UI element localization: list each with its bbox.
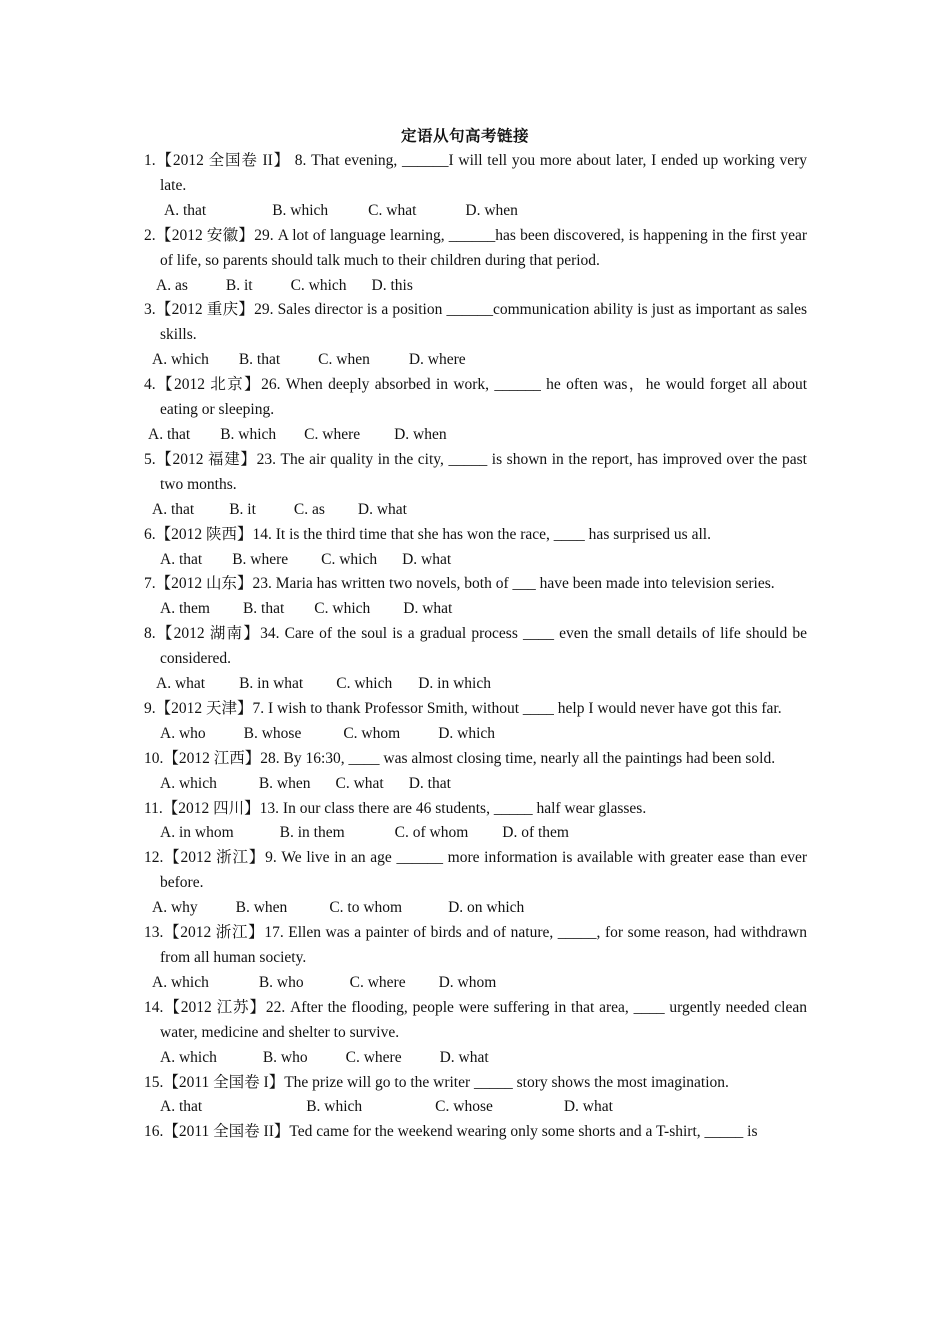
question-9 xyxy=(144,697,807,747)
option-b: B. that xyxy=(242,600,285,618)
question-stem: 5.【2012 福建】23. The air quality in the city, _____ is shown in the report, has improved over the past two months. xyxy=(144,450,807,493)
option-d: D. what xyxy=(563,1098,613,1116)
question-stem: 16.【2011 全国卷 II】Ted came for the weekend wearing only some shorts and a T-shirt, _____ is xyxy=(144,1123,758,1141)
option-a: A. which xyxy=(152,351,209,369)
option-d: D. that xyxy=(408,774,451,792)
option-d: D. what xyxy=(403,600,453,618)
question-stem: 7.【2012 山东】23. Maria has written two novels, both of ___ have been made into television series. xyxy=(144,575,775,593)
answer-options xyxy=(144,1095,807,1120)
question-stem: 12.【2012 浙江】9. We live in an age ______ more information is available with greater ease than ever before. xyxy=(144,849,807,892)
answer-options xyxy=(144,722,807,747)
question-7 xyxy=(144,572,807,622)
option-d: D. what xyxy=(402,550,452,568)
question-stem: 2.【2012 安徽】29. A lot of language learning, ______has been discovered, is happening in the first year of life, so parents should talk much to their children during that period. xyxy=(144,226,807,269)
option-b: B. who xyxy=(262,1048,308,1066)
option-b: B. in what xyxy=(239,675,304,693)
option-a: A. that xyxy=(160,550,203,568)
answer-options xyxy=(144,597,807,622)
option-c: C. what xyxy=(368,201,417,219)
question-8 xyxy=(144,622,807,697)
question-11 xyxy=(144,797,807,847)
option-a: A. as xyxy=(156,276,188,294)
question-stem: 15.【2011 全国卷 I】The prize will go to the writer _____ story shows the most imagination. xyxy=(144,1073,729,1091)
option-c: C. when xyxy=(318,351,370,369)
option-b: B. who xyxy=(258,973,304,991)
option-b: B. where xyxy=(232,550,289,568)
question-5 xyxy=(144,448,807,523)
option-d: D. when xyxy=(465,201,518,219)
option-c: C. whose xyxy=(435,1098,493,1116)
option-a: A. that xyxy=(160,1098,203,1116)
option-d: D. where xyxy=(408,351,466,369)
answer-options xyxy=(144,772,807,797)
answer-options xyxy=(144,971,807,996)
answer-options xyxy=(144,821,807,846)
option-c: C. which xyxy=(314,600,371,618)
question-stem: 6.【2012 陕西】14. It is the third time that she has won the race, ____ has surprised us all. xyxy=(144,525,711,543)
option-c: C. of whom xyxy=(394,824,469,842)
option-a: A. why xyxy=(152,899,198,917)
option-a: A. which xyxy=(160,774,217,792)
answer-options xyxy=(144,548,807,573)
question-stem: 11.【2012 四川】13. In our class there are 46 students, _____ half wear glasses. xyxy=(144,799,647,817)
question-6 xyxy=(144,523,807,573)
question-list xyxy=(144,149,807,1145)
option-c: C. which xyxy=(290,276,347,294)
option-b: B. which xyxy=(306,1098,363,1116)
question-3 xyxy=(144,298,807,373)
option-b: B. when xyxy=(235,899,288,917)
option-a: A. what xyxy=(156,675,206,693)
option-c: C. where xyxy=(304,425,361,443)
question-stem: 9.【2012 天津】7. I wish to thank Professor Smith, without ____ help I would never have got this far. xyxy=(144,699,782,717)
option-a: A. in whom xyxy=(160,824,234,842)
answer-options xyxy=(144,423,807,448)
option-b: B. which xyxy=(220,425,277,443)
question-stem: 14.【2012 江苏】22. After the flooding, people were suffering in that area, ____ urgently needed clean water, medicine and shelter to survive. xyxy=(144,998,807,1041)
option-c: C. to whom xyxy=(329,899,403,917)
answer-options xyxy=(144,274,807,299)
option-b: B. when xyxy=(258,774,311,792)
option-a: A. them xyxy=(160,600,210,618)
question-stem: 4.【2012 北京】26. When deeply absorbed in work, ______ he often was，he would forget all about eating or sleeping. xyxy=(144,376,807,419)
answer-options xyxy=(144,672,807,697)
answer-options xyxy=(144,348,807,373)
option-b: B. whose xyxy=(243,724,302,742)
option-c: C. where xyxy=(349,973,406,991)
option-b: B. that xyxy=(238,351,281,369)
option-b: B. which xyxy=(272,201,329,219)
option-c: C. as xyxy=(293,500,325,518)
option-c: C. what xyxy=(335,774,384,792)
option-a: A. that xyxy=(164,201,207,219)
option-b: B. in them xyxy=(279,824,345,842)
option-d: D. which xyxy=(438,724,496,742)
option-c: C. where xyxy=(345,1048,402,1066)
page-title: 定语从句高考链接 xyxy=(400,128,529,145)
option-d: D. of them xyxy=(502,824,569,842)
answer-options xyxy=(144,199,807,224)
question-stem: 13.【2012 浙江】17. Ellen was a painter of birds and of nature, _____, for some reason, had withdrawn from all human society. xyxy=(144,924,807,966)
question-13 xyxy=(144,921,807,996)
option-a: A. which xyxy=(152,973,209,991)
option-a: A. who xyxy=(160,724,206,742)
option-d: D. this xyxy=(371,276,413,294)
question-4 xyxy=(144,373,807,448)
question-stem: 8.【2012 湖南】34. Care of the soul is a gradual process ____ even the small details of life should be considered. xyxy=(144,625,807,668)
option-b: B. it xyxy=(225,276,253,294)
answer-options xyxy=(144,896,807,921)
option-c: C. which xyxy=(321,550,378,568)
question-stem: 1.【2012 全国卷 II】 8. That evening, ______I will tell you more about later, I ended up working very late. xyxy=(144,152,807,194)
question-16 xyxy=(144,1120,807,1145)
question-stem: 3.【2012 重庆】29. Sales director is a position ______communication ability is just as important as sales skills. xyxy=(144,301,807,344)
question-1 xyxy=(144,149,807,224)
answer-options xyxy=(144,498,807,523)
option-d: D. when xyxy=(394,425,447,443)
question-15 xyxy=(144,1071,807,1121)
option-d: D. whom xyxy=(438,973,497,991)
question-stem: 10.【2012 江西】28. By 16:30, ____ was almost closing time, nearly all the paintings had been sold. xyxy=(144,749,776,767)
option-a: A. that xyxy=(148,425,191,443)
answer-options xyxy=(144,1046,807,1071)
question-2 xyxy=(144,224,807,299)
option-b: B. it xyxy=(229,500,256,518)
option-d: D. in which xyxy=(418,675,491,693)
option-a: A. which xyxy=(160,1048,217,1066)
question-14 xyxy=(144,996,807,1071)
option-c: C. which xyxy=(336,675,393,693)
option-d: D. what xyxy=(439,1048,489,1066)
option-c: C. whom xyxy=(343,724,401,742)
option-d: D. on which xyxy=(448,899,525,917)
option-a: A. that xyxy=(152,500,195,518)
question-10 xyxy=(144,747,807,797)
option-d: D. what xyxy=(357,500,407,518)
question-12 xyxy=(144,846,807,921)
